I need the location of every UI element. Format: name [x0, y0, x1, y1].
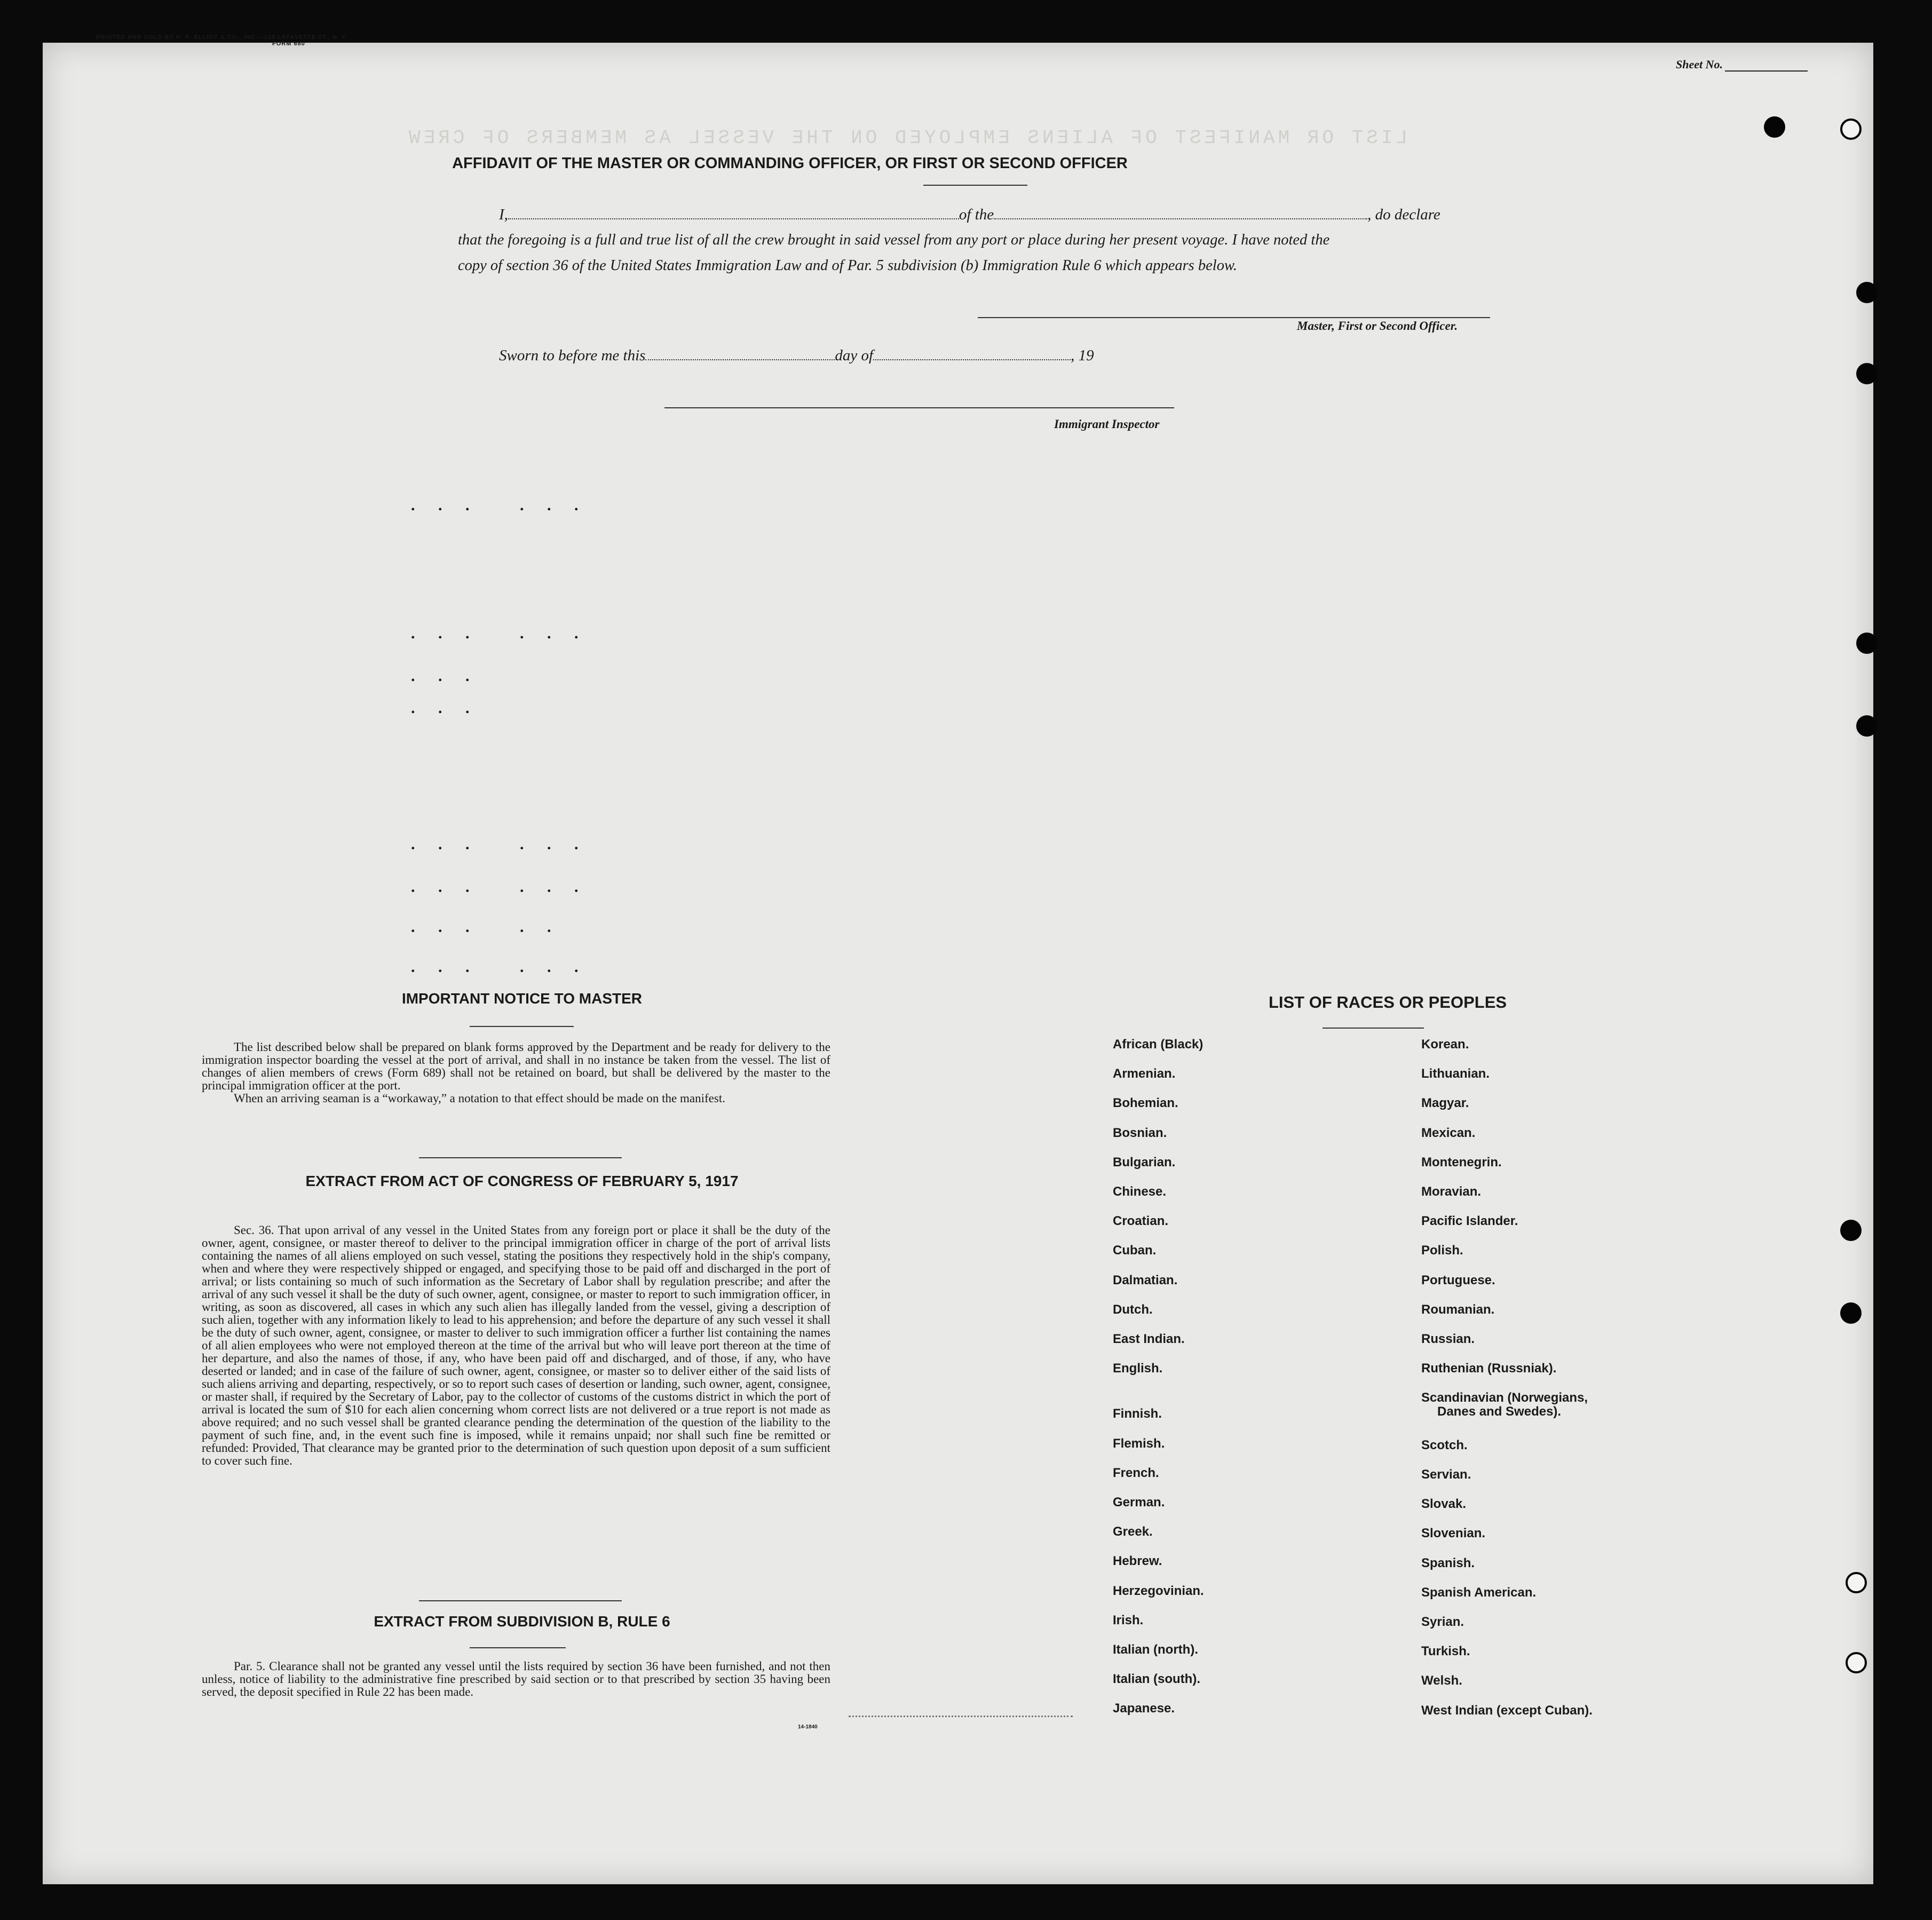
ditto-marks: . . . . . .	[411, 958, 588, 976]
sheet-number	[1676, 58, 1808, 72]
ditto-marks: . . . . .	[411, 918, 561, 936]
affidavit-line-1	[499, 201, 1440, 228]
race-item: Magyar.	[1421, 1096, 1469, 1111]
race-item: French.	[1113, 1465, 1159, 1480]
notice-divider	[470, 1026, 574, 1027]
ditto-marks: . . .	[411, 667, 479, 685]
race-item: Herzegovinian.	[1113, 1583, 1204, 1598]
ditto-marks: . . . . . .	[411, 835, 588, 853]
race-item: English.	[1113, 1361, 1163, 1376]
race-item: Turkish.	[1421, 1644, 1470, 1659]
race-item: Syrian.	[1421, 1615, 1464, 1629]
affidavit-title: AFFIDAVIT OF THE MASTER OR COMMANDING OFFICER, OR FIRST OR SECOND OFFICER	[452, 155, 1128, 172]
race-item: Irish.	[1113, 1613, 1144, 1627]
inspector-caption: Immigrant Inspector	[1054, 417, 1160, 431]
race-item: Japanese.	[1113, 1701, 1175, 1716]
race-item: Hebrew.	[1113, 1554, 1162, 1569]
binder-hole-icon	[1764, 116, 1785, 138]
vessel-name-field[interactable]	[994, 218, 1367, 219]
binder-hole-icon	[1856, 363, 1878, 384]
race-item: Finnish.	[1113, 1407, 1162, 1421]
binder-hole-icon	[1840, 1302, 1862, 1324]
rule-extract-text: Par. 5. Clearance shall not be granted any vessel until the lists required by section 36 have been furnished, and not then unless, notice of liability to the administrative fine prescribed by said section or to that prescribed by section 35 having been served, the deposit specified in Rule 22 has been made.	[202, 1660, 830, 1698]
binder-hole-icon	[1840, 1220, 1862, 1241]
race-item: Polish.	[1421, 1243, 1463, 1258]
race-item: Dutch.	[1113, 1302, 1153, 1317]
sworn-line	[499, 342, 1094, 369]
rule-divider	[470, 1647, 566, 1648]
vessel-prefix: of the	[959, 206, 994, 223]
act-extract-body	[202, 1224, 830, 1467]
bleed-through-header: LIST OR MANIFEST OF ALIENS EMPLOYED ON THE VESSEL AS MEMBERS OF CREW	[406, 127, 1408, 149]
race-item: Scotch.	[1421, 1437, 1468, 1452]
printer-line: PRINTED AND SOLD BY H. R. ELLIOT & CO., INC.—129 LAFAYETTE ST., N. Y.	[96, 34, 348, 41]
notice-title: IMPORTANT NOTICE TO MASTER	[401, 990, 643, 1007]
race-item: Chinese.	[1113, 1184, 1167, 1199]
master-signature-caption: Master, First or Second Officer.	[1297, 319, 1458, 333]
race-item: Lithuanian.	[1421, 1066, 1490, 1081]
race-item: Croatian.	[1113, 1214, 1169, 1229]
inspector-signature-line[interactable]	[664, 407, 1174, 408]
race-item: Bosnian.	[1113, 1125, 1167, 1140]
race-item: Servian.	[1421, 1467, 1471, 1482]
race-item: Dalmatian.	[1113, 1273, 1178, 1287]
section-divider	[419, 1600, 622, 1601]
race-item: Flemish.	[1113, 1436, 1165, 1451]
binder-hole-icon	[1856, 282, 1878, 303]
race-item: Slovak.	[1421, 1497, 1467, 1512]
races-divider	[1323, 1028, 1424, 1029]
day-of-label: day of	[835, 347, 874, 364]
binder-ring-icon	[1846, 1652, 1867, 1673]
sworn-month-field[interactable]	[873, 359, 1071, 360]
race-item: Greek.	[1113, 1524, 1153, 1539]
act-extract-text: Sec. 36. That upon arrival of any vessel in the United States from any foreign port or place it shall be the duty of the owner, agent, consignee, or master thereof to deliver to the principal immigration officer in charge of the port of arrival lists containing the names of all aliens employed on such vessel, stating the positions they respectively hold in the ship's company, when and where they were respectively shipped or engaged, and specifying those to be paid off and discharged in the port of arrival; or lists containing so much of such information as the Secretary of Labor shall by regulation prescribe; and after the arrival of any such vessel it shall be the duty of such owner, agent, consignee, or master to report to such immigration officer, in writing, as soon as discovered, all cases in which any such alien has illegally landed from the vessel, giving a description of such alien, together with any information likely to lead to his apprehension; and before the departure of any such vessel it shall be the duty of such owner, agent, consignee, or master to deliver to such immigration officer a further list containing the names of all alien employees who were not employed thereon at the time of the arrival but who will leave port thereon at the time of her departure, and also the names of those, if any, who have been paid off and discharged, and of those, if any, who have deserted or landed; and in case of the failure of such owner, agent, consignee, or master so to deliver either of the said lists of such aliens arriving and departing, respectively, or so to report such cases of desertion or landing, such owner, agent, consignee, or master shall, if required by the Secretary of Labor, pay to the collector of customs of the customs district in which the port of arrival is located the sum of $10 for each alien concerning whom correct lists are not delivered or a true report is not made as above required; and no such vessel shall be granted clearance pending the determination of the question of the liability to the payment of such fine, and, in the event such fine is imposed, while it remains unpaid; nor shall such fine be remitted or refunded: Provided, That clearance may be granted prior to the determination of such question upon deposit of a sum sufficient to cover such fine.	[202, 1223, 830, 1467]
sworn-prefix: Sworn to before me this	[499, 347, 646, 364]
race-item: Danes and Swedes).	[1437, 1404, 1562, 1419]
race-item: East Indian.	[1113, 1332, 1185, 1346]
title-divider	[923, 185, 1027, 186]
race-item: Korean.	[1421, 1037, 1469, 1052]
rule-extract-body	[202, 1660, 830, 1698]
declare-suffix: , do declare	[1367, 206, 1440, 223]
race-item: German.	[1113, 1495, 1165, 1510]
race-item: Spanish.	[1421, 1555, 1475, 1570]
affidavit-line-3: copy of section 36 of the United States Immigration Law and of Par. 5 subdivision (b) Immigration Rule 6 which appears below.	[458, 257, 1237, 274]
form-number: FORM 680	[272, 41, 305, 47]
ditto-marks: . . . . . .	[411, 878, 588, 896]
ditto-marks: . . . . . .	[411, 496, 588, 514]
race-item: Scandinavian (Norwegians,	[1421, 1390, 1588, 1405]
race-item: Portuguese.	[1421, 1273, 1495, 1287]
race-item: Spanish American.	[1421, 1585, 1537, 1600]
act-extract-title: EXTRACT FROM ACT OF CONGRESS OF FEBRUARY 5, 1917	[305, 1173, 739, 1189]
races-title: LIST OF RACES OR PEOPLES	[1268, 993, 1507, 1012]
binder-ring-icon	[1840, 118, 1862, 140]
sheet-label: Sheet No.	[1676, 58, 1723, 71]
races-right-column	[1421, 1037, 1720, 1726]
race-item: Slovenian.	[1421, 1526, 1486, 1541]
sheet-number-blank[interactable]	[1725, 70, 1808, 72]
race-item: Cuban.	[1113, 1243, 1157, 1258]
race-item: Montenegrin.	[1421, 1155, 1502, 1170]
declarant-name-field[interactable]	[508, 218, 959, 219]
race-item: Bulgarian.	[1113, 1155, 1176, 1170]
binder-ring-icon	[1846, 1572, 1867, 1593]
race-item: Italian (north).	[1113, 1642, 1198, 1657]
race-item: Pacific Islander.	[1421, 1214, 1518, 1229]
notice-paragraph: When an arriving seaman is a “workaway,” a notation to that effect should be made on the manifest.	[234, 1092, 725, 1105]
race-item: African (Black)	[1113, 1037, 1203, 1052]
notice-paragraph: The list described below shall be prepared on blank forms approved by the Department and be ready for delivery to the immigration inspector boarding the vessel at the port of arrival, and shall in no instance be taken from the vessel. The list of changes of alien members of crews (Form 689) shall not be retained on board, but shall be delivered by the master to the principal immigration officer at the port.	[202, 1040, 830, 1092]
ditto-marks: . . . . . .	[411, 625, 588, 642]
master-signature-line[interactable]	[978, 317, 1490, 318]
race-item: Armenian.	[1113, 1066, 1176, 1081]
race-item: Welsh.	[1421, 1673, 1462, 1688]
race-item: Ruthenian (Russniak).	[1421, 1361, 1557, 1376]
race-item: Mexican.	[1421, 1125, 1476, 1140]
race-item: Russian.	[1421, 1332, 1475, 1346]
binder-hole-icon	[1856, 715, 1878, 737]
dotted-leader	[849, 1716, 1073, 1717]
binder-hole-icon	[1856, 633, 1878, 654]
form-code: 14-1840	[798, 1724, 818, 1730]
race-item: Roumanian.	[1421, 1302, 1495, 1317]
rule-extract-title: EXTRACT FROM SUBDIVISION B, RULE 6	[374, 1613, 670, 1630]
race-item: West Indian (except Cuban).	[1421, 1703, 1593, 1718]
sworn-day-field[interactable]	[645, 359, 835, 360]
race-item: Italian (south).	[1113, 1672, 1200, 1687]
year-prefix: , 19	[1071, 347, 1094, 364]
affidavit-line-2: that the foregoing is a full and true list of all the crew brought in said vessel from any port or place during her present voyage. I have noted the	[458, 232, 1330, 248]
section-divider	[419, 1157, 622, 1158]
ditto-marks: . . .	[411, 699, 479, 717]
races-left-column	[1113, 1037, 1380, 1726]
printer-imprint	[96, 34, 347, 47]
race-item: Bohemian.	[1113, 1096, 1178, 1111]
notice-body	[202, 1041, 830, 1105]
declarant-prefix: I,	[499, 206, 508, 223]
race-item: Moravian.	[1421, 1184, 1482, 1199]
